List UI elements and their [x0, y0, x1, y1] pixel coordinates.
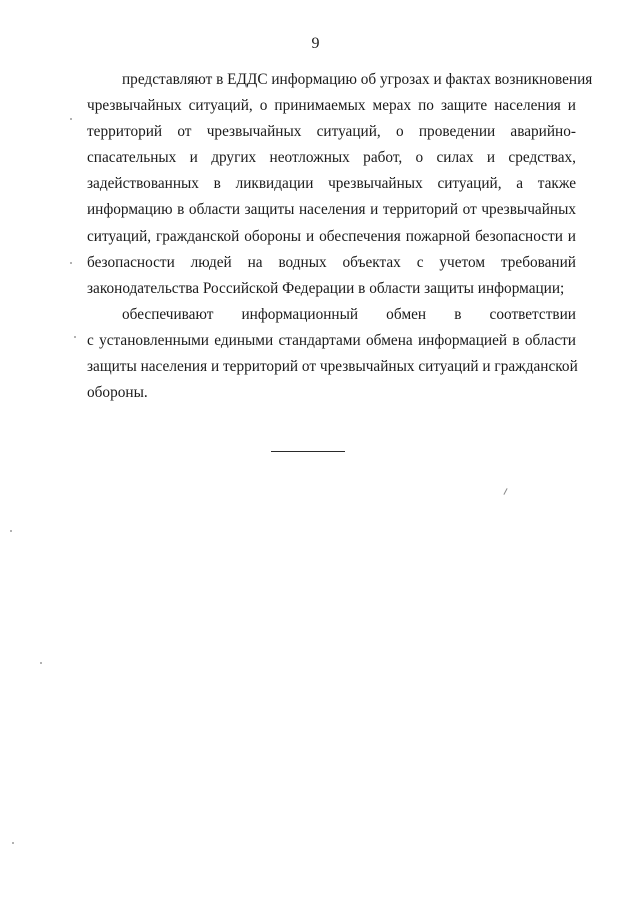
text-line: защиты населения и территорий от чрезвычайных ситуаций и гражданской — [87, 358, 578, 376]
text-line: территорий от чрезвычайных ситуаций, о проведении аварийно- — [87, 123, 576, 141]
text-line: законодательства Российской Федерации в области защиты информации; — [87, 279, 565, 297]
end-of-document-rule — [271, 451, 345, 452]
text-line: безопасности людей на водных объектах с учетом требований — [87, 253, 576, 271]
page-number: 9 — [311, 35, 320, 52]
text-line: обороны. — [87, 384, 148, 402]
text-line: чрезвычайных ситуаций, о принимаемых мерах по защите населения и — [87, 97, 576, 115]
text-line: обеспечивают информационный обмен в соответствии — [122, 305, 576, 323]
text-line: спасательных и других неотложных работ, о силах и средствах, — [87, 149, 576, 167]
text-line: информацию в области защиты населения и территорий от чрезвычайных — [87, 201, 576, 219]
scan-speck — [74, 336, 76, 338]
scan-speck — [70, 118, 72, 120]
scan-speck — [10, 530, 12, 532]
body-text — [87, 67, 593, 406]
paragraph-1 — [87, 67, 593, 302]
paragraph-2 — [87, 302, 576, 406]
text-line: представляют в ЕДДС информацию об угрозах и фактах возникновения — [122, 71, 593, 88]
text-line: задействованных в ликвидации чрезвычайных ситуаций, а также — [87, 175, 576, 193]
scan-speck — [70, 262, 72, 264]
scan-speck — [12, 842, 14, 844]
scan-mark — [503, 488, 507, 495]
scan-speck — [40, 662, 42, 664]
text-line: ситуаций, гражданской обороны и обеспечения пожарной безопасности и — [87, 227, 576, 245]
text-line: с установленными едиными стандартами обмена информацией в области — [87, 331, 576, 349]
